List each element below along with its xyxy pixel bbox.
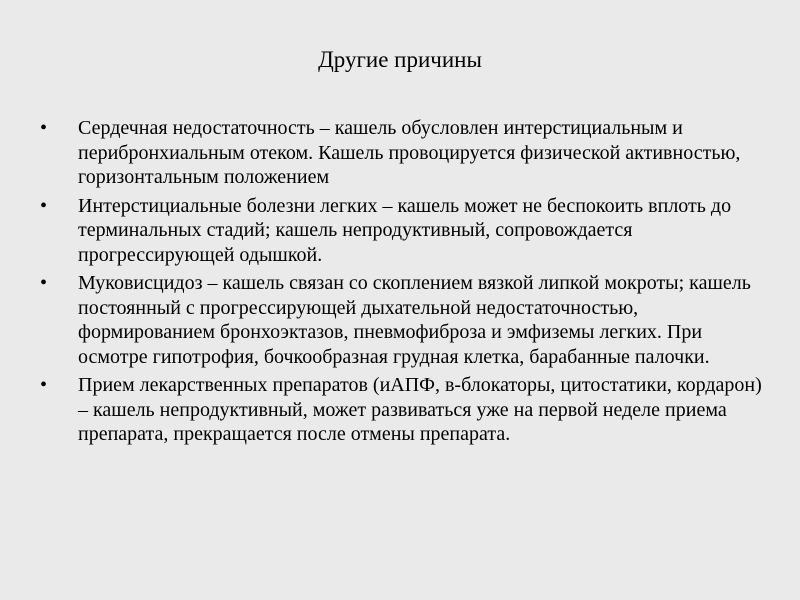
bullet-item-interstitial-disease bbox=[40, 194, 770, 268]
bullet-marker: • bbox=[40, 374, 48, 396]
bullet-text: Муковисцидоз – кашель связан со скоплением вязкой липкой мокроты; кашель постоянный с прогрессирующей дыхательной недостаточностью, формированием бронхоэктазов, пневмофиброза и эмфиземы легких. При осмотре гипотрофия, бочкообразная грудная клетка, барабанные палочки. bbox=[78, 272, 751, 368]
bullet-text: Сердечная недостаточность – кашель обусловлен интерстициальным и перибронхиальным отеком. Кашель провоцируется физической активностью, горизонтальным положением bbox=[78, 117, 741, 188]
bullet-marker: • bbox=[40, 272, 48, 294]
bullet-marker: • bbox=[40, 194, 48, 217]
bullet-list bbox=[40, 116, 770, 451]
slide-title: Другие причины bbox=[318, 47, 482, 72]
bullet-text: Интерстициальные болезни легких – кашель может не беспокоить вплоть до терминальных стадий; кашель непродуктивный, сопровождается прогрессирующей одышкой. bbox=[78, 194, 732, 266]
bullet-item-medications bbox=[40, 373, 770, 447]
bullet-item-cystic-fibrosis bbox=[40, 271, 770, 369]
bullet-item-heart-failure bbox=[40, 116, 770, 190]
bullet-text: Прием лекарственных препаратов (иАПФ, в-блокаторы, цитостатики, кордарон) – кашель непродуктивный, может развиваться уже на первой неделе приема препарата, прекращается после отмены препарата. bbox=[78, 374, 762, 445]
bullet-marker: • bbox=[40, 117, 48, 139]
